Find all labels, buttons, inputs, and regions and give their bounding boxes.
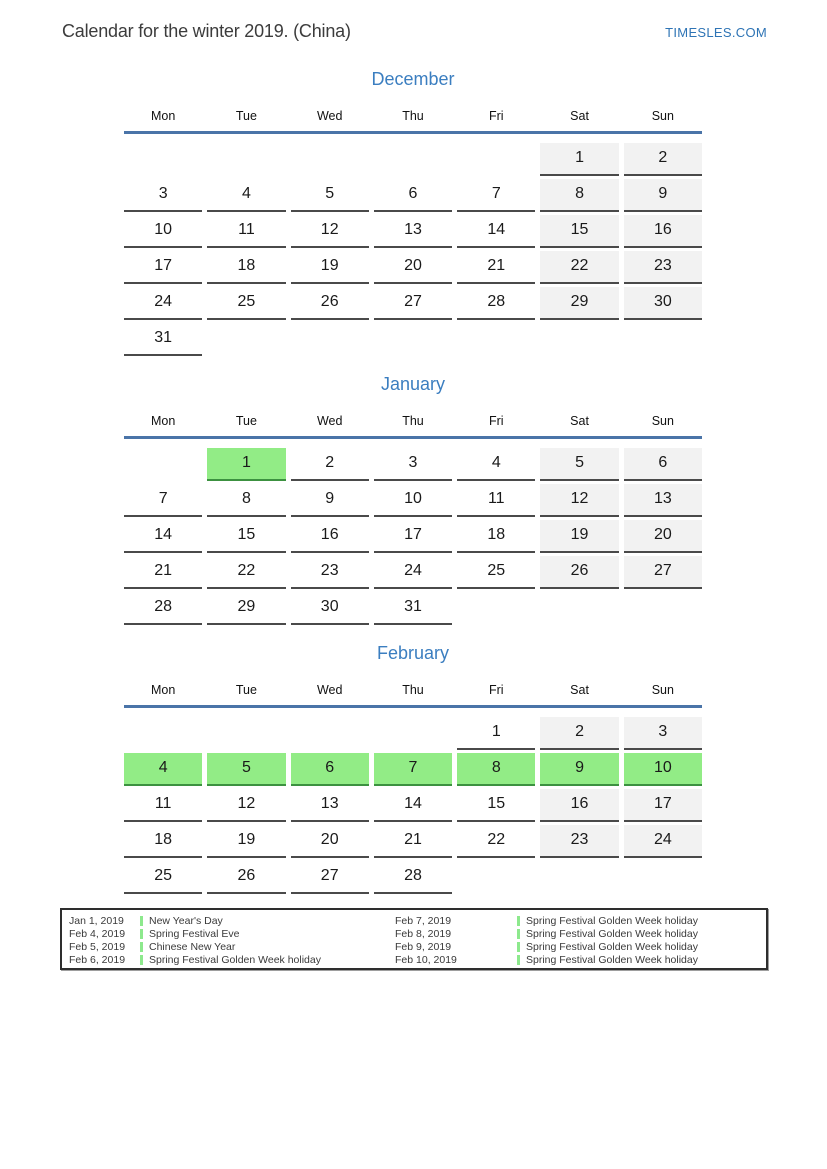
- february-day-15: 15: [457, 789, 535, 822]
- february-day-26: 26: [207, 861, 285, 894]
- holiday-name: Spring Festival Golden Week holiday: [526, 927, 698, 940]
- december-day-13: 13: [374, 215, 452, 248]
- weekday-label-sat: Sat: [570, 683, 589, 697]
- weekday-label-mon: Mon: [150, 683, 176, 697]
- december-day-31: 31: [124, 323, 202, 356]
- holiday-date: Feb 5, 2019: [69, 940, 126, 953]
- weekday-label-sun: Sun: [651, 109, 674, 123]
- legend-column-left: [69, 914, 395, 964]
- january-day-30: 30: [291, 592, 369, 625]
- december-day-21: 21: [457, 251, 535, 284]
- holiday-marker-icon: [140, 929, 143, 939]
- empty-cell: [624, 592, 702, 625]
- february-day-3: 3: [624, 717, 702, 750]
- empty-cell: [374, 323, 452, 356]
- holiday-marker-icon: [517, 942, 520, 952]
- january-day-15: 15: [207, 520, 285, 553]
- empty-cell: [207, 323, 285, 356]
- january-day-10: 10: [374, 484, 452, 517]
- empty-cell: [124, 717, 202, 750]
- month-february: [124, 643, 702, 894]
- january-day-26: 26: [540, 556, 618, 589]
- january-day-1: 1: [207, 448, 285, 481]
- weekday-label-sat: Sat: [570, 109, 589, 123]
- january-day-7: 7: [124, 484, 202, 517]
- legend-entry: [69, 953, 395, 966]
- february-day-13: 13: [291, 789, 369, 822]
- december-day-10: 10: [124, 215, 202, 248]
- empty-cell: [291, 143, 369, 176]
- empty-cell: [540, 323, 618, 356]
- december-day-23: 23: [624, 251, 702, 284]
- empty-cell: [291, 323, 369, 356]
- december-day-20: 20: [374, 251, 452, 284]
- january-day-6: 6: [624, 448, 702, 481]
- january-day-16: 16: [291, 520, 369, 553]
- weekday-label-wed: Wed: [316, 414, 343, 428]
- weekday-label-thu: Thu: [402, 109, 424, 123]
- weekday-label-wed: Wed: [316, 683, 343, 697]
- december-day-25: 25: [207, 287, 285, 320]
- january-day-5: 5: [540, 448, 618, 481]
- legend-entry: [395, 927, 766, 940]
- february-day-18: 18: [124, 825, 202, 858]
- february-day-14: 14: [374, 789, 452, 822]
- holiday-name: New Year's Day: [149, 914, 223, 927]
- holiday-date: Feb 4, 2019: [69, 927, 126, 940]
- december-day-24: 24: [124, 287, 202, 320]
- february-day-4: 4: [124, 753, 202, 786]
- month-december: [124, 69, 702, 356]
- february-day-1: 1: [457, 717, 535, 750]
- december-day-1: 1: [540, 143, 618, 176]
- december-day-19: 19: [291, 251, 369, 284]
- month-january: [124, 374, 702, 625]
- february-day-6: 6: [291, 753, 369, 786]
- empty-cell: [291, 717, 369, 750]
- january-day-12: 12: [540, 484, 618, 517]
- empty-cell: [374, 717, 452, 750]
- february-day-grid: [124, 717, 702, 894]
- holiday-name: Chinese New Year: [149, 940, 236, 953]
- weekday-label-mon: Mon: [150, 414, 176, 428]
- january-day-18: 18: [457, 520, 535, 553]
- january-day-31: 31: [374, 592, 452, 625]
- january-day-3: 3: [374, 448, 452, 481]
- page-title: Calendar for the winter 2019. (China): [62, 21, 351, 41]
- holiday-name: Spring Festival Golden Week holiday: [526, 953, 698, 966]
- holiday-name: Spring Festival Golden Week holiday: [526, 914, 698, 927]
- holiday-date: Feb 8, 2019: [395, 927, 452, 940]
- empty-cell: [207, 143, 285, 176]
- december-day-11: 11: [207, 215, 285, 248]
- weekday-label-tue: Tue: [235, 414, 257, 428]
- weekday-header-row: [124, 107, 702, 134]
- holiday-date: Jan 1, 2019: [69, 914, 124, 927]
- december-day-18: 18: [207, 251, 285, 284]
- february-day-28: 28: [374, 861, 452, 894]
- month-title-december: December: [371, 69, 455, 89]
- december-day-27: 27: [374, 287, 452, 320]
- weekday-header-row: [124, 681, 702, 708]
- december-day-5: 5: [291, 179, 369, 212]
- december-day-22: 22: [540, 251, 618, 284]
- february-day-2: 2: [540, 717, 618, 750]
- holiday-marker-icon: [140, 942, 143, 952]
- january-day-9: 9: [291, 484, 369, 517]
- february-day-23: 23: [540, 825, 618, 858]
- holiday-date: Feb 6, 2019: [69, 953, 126, 966]
- legend-entry: [395, 914, 766, 927]
- weekday-label-tue: Tue: [235, 683, 257, 697]
- february-day-12: 12: [207, 789, 285, 822]
- december-day-26: 26: [291, 287, 369, 320]
- legend-entry: [69, 940, 395, 953]
- empty-cell: [207, 717, 285, 750]
- january-day-20: 20: [624, 520, 702, 553]
- february-day-10: 10: [624, 753, 702, 786]
- empty-cell: [624, 861, 702, 894]
- january-day-25: 25: [457, 556, 535, 589]
- december-day-16: 16: [624, 215, 702, 248]
- january-day-17: 17: [374, 520, 452, 553]
- december-day-6: 6: [374, 179, 452, 212]
- december-day-17: 17: [124, 251, 202, 284]
- february-day-9: 9: [540, 753, 618, 786]
- holiday-date: Feb 7, 2019: [395, 914, 452, 927]
- empty-cell: [124, 143, 202, 176]
- weekday-label-tue: Tue: [235, 109, 257, 123]
- january-day-13: 13: [624, 484, 702, 517]
- holiday-date: Feb 10, 2019: [395, 953, 457, 966]
- holiday-marker-icon: [140, 916, 143, 926]
- weekday-label-fri: Fri: [488, 109, 504, 123]
- page-header: [62, 21, 767, 42]
- holiday-marker-icon: [140, 955, 143, 965]
- december-day-28: 28: [457, 287, 535, 320]
- january-day-19: 19: [540, 520, 618, 553]
- february-day-20: 20: [291, 825, 369, 858]
- holiday-date: Feb 9, 2019: [395, 940, 452, 953]
- empty-cell: [457, 323, 535, 356]
- month-title-january: January: [380, 374, 446, 394]
- december-day-15: 15: [540, 215, 618, 248]
- empty-cell: [540, 592, 618, 625]
- holiday-marker-icon: [517, 955, 520, 965]
- february-day-5: 5: [207, 753, 285, 786]
- february-day-7: 7: [374, 753, 452, 786]
- holiday-name: Spring Festival Eve: [149, 927, 240, 940]
- january-day-14: 14: [124, 520, 202, 553]
- december-day-30: 30: [624, 287, 702, 320]
- december-day-14: 14: [457, 215, 535, 248]
- empty-cell: [540, 861, 618, 894]
- january-day-23: 23: [291, 556, 369, 589]
- january-day-8: 8: [207, 484, 285, 517]
- december-day-grid: [124, 143, 702, 356]
- january-day-4: 4: [457, 448, 535, 481]
- january-day-grid: [124, 448, 702, 625]
- empty-cell: [457, 592, 535, 625]
- empty-cell: [124, 448, 202, 481]
- january-day-27: 27: [624, 556, 702, 589]
- january-day-22: 22: [207, 556, 285, 589]
- january-day-21: 21: [124, 556, 202, 589]
- empty-cell: [624, 323, 702, 356]
- december-day-8: 8: [540, 179, 618, 212]
- legend-entry: [69, 914, 395, 927]
- december-day-9: 9: [624, 179, 702, 212]
- december-day-4: 4: [207, 179, 285, 212]
- february-day-16: 16: [540, 789, 618, 822]
- february-day-11: 11: [124, 789, 202, 822]
- february-day-22: 22: [457, 825, 535, 858]
- january-day-2: 2: [291, 448, 369, 481]
- weekday-label-thu: Thu: [402, 683, 424, 697]
- december-day-12: 12: [291, 215, 369, 248]
- december-day-29: 29: [540, 287, 618, 320]
- february-day-24: 24: [624, 825, 702, 858]
- february-day-25: 25: [124, 861, 202, 894]
- weekday-label-sun: Sun: [651, 683, 674, 697]
- legend-entry: [395, 940, 766, 953]
- weekday-label-wed: Wed: [316, 109, 343, 123]
- february-day-19: 19: [207, 825, 285, 858]
- legend-entry: [395, 953, 766, 966]
- legend-entry: [69, 927, 395, 940]
- holiday-name: Spring Festival Golden Week holiday: [526, 940, 698, 953]
- legend-column-right: [395, 914, 766, 964]
- empty-cell: [457, 143, 535, 176]
- february-day-27: 27: [291, 861, 369, 894]
- weekday-header-row: [124, 412, 702, 439]
- december-day-3: 3: [124, 179, 202, 212]
- january-day-24: 24: [374, 556, 452, 589]
- december-day-7: 7: [457, 179, 535, 212]
- weekday-label-sat: Sat: [570, 414, 589, 428]
- empty-cell: [374, 143, 452, 176]
- holiday-legend: [60, 908, 768, 970]
- weekday-label-thu: Thu: [402, 414, 424, 428]
- january-day-29: 29: [207, 592, 285, 625]
- holiday-name: Spring Festival Golden Week holiday: [149, 953, 321, 966]
- site-link[interactable]: TIMESLES.COM: [665, 25, 767, 40]
- january-day-11: 11: [457, 484, 535, 517]
- february-day-21: 21: [374, 825, 452, 858]
- empty-cell: [457, 861, 535, 894]
- holiday-marker-icon: [517, 916, 520, 926]
- month-title-february: February: [376, 643, 450, 663]
- weekday-label-fri: Fri: [488, 683, 504, 697]
- december-day-2: 2: [624, 143, 702, 176]
- holiday-marker-icon: [517, 929, 520, 939]
- february-day-17: 17: [624, 789, 702, 822]
- february-day-8: 8: [457, 753, 535, 786]
- weekday-label-fri: Fri: [488, 414, 504, 428]
- weekday-label-sun: Sun: [651, 414, 674, 428]
- weekday-label-mon: Mon: [150, 109, 176, 123]
- january-day-28: 28: [124, 592, 202, 625]
